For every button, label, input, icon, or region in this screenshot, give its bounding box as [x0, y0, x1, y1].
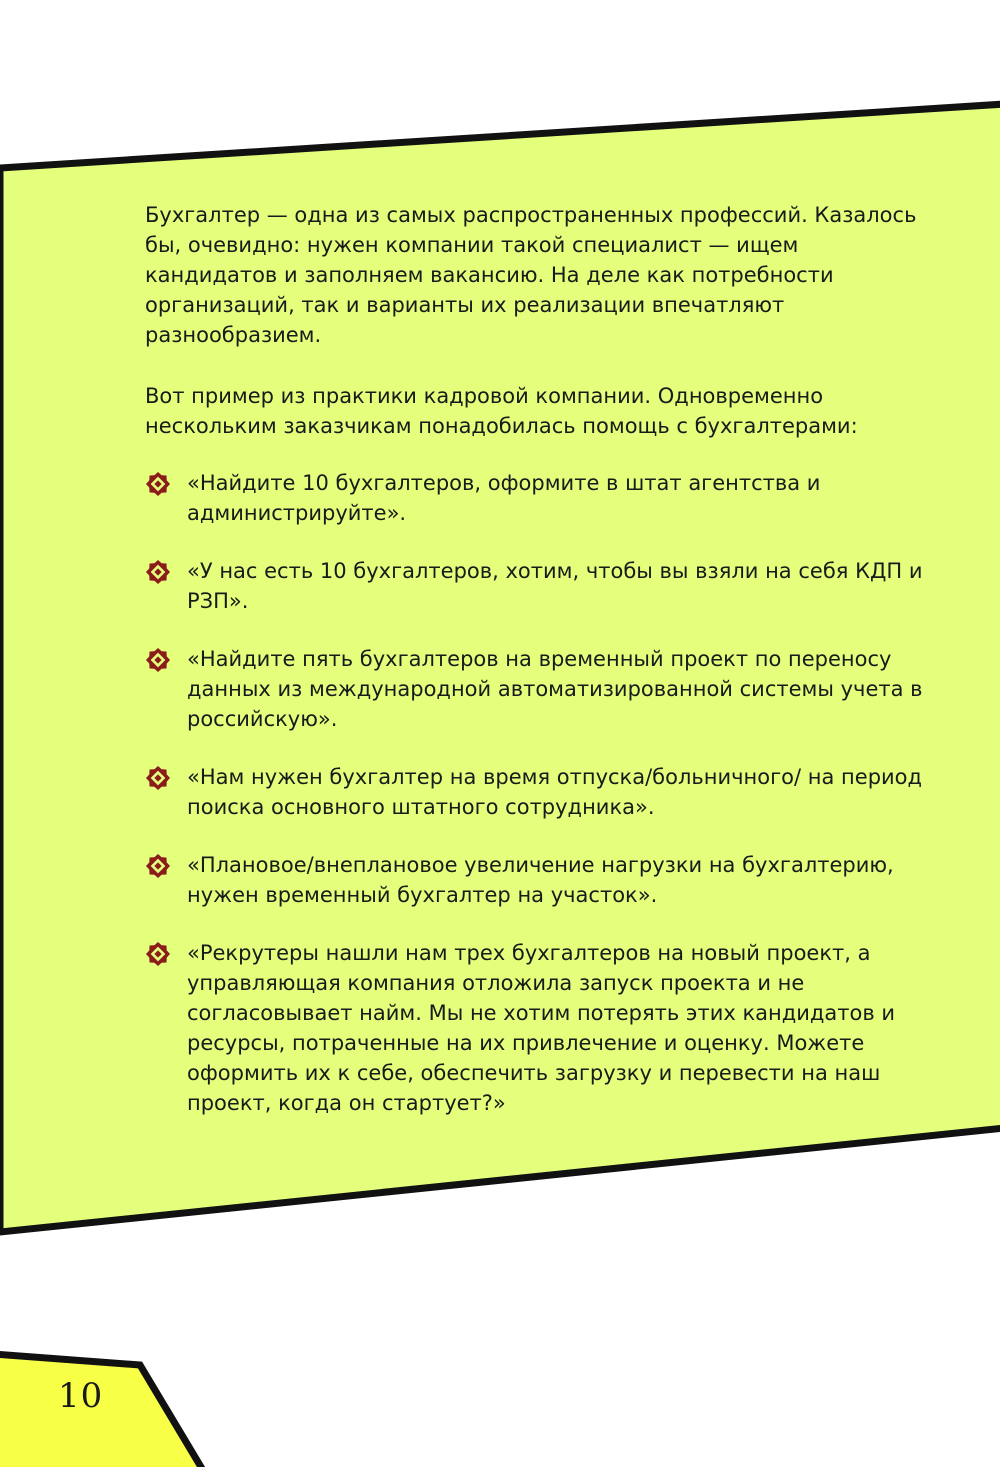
intro-paragraph: Бухгалтер — одна из самых распространенных профессий. Казалось бы, очевидно: нужен компании такой специалист — ищем кандидатов и заполняем вакансию. На деле как потребности организаций, так и варианты их реализации впечатляют разнообразием. — [145, 203, 917, 347]
knot-ornament-icon — [145, 471, 171, 497]
knot-ornament-icon — [145, 647, 171, 673]
list-item — [145, 762, 925, 822]
knot-ornament-icon — [145, 941, 171, 967]
list-item-text: «Найдите 10 бухгалтеров, оформите в штат агентства и администрируйте». — [187, 471, 821, 525]
list-item-text: «Рекрутеры нашли нам трех бухгалтеров на новый проект, а управляющая компания отложила запуск проекта и не согласовывает найм. Мы не хотим потерять этих кандидатов и ресурсы, потраченные на их привлечение и оценку. Можете оформить их к себе, обеспечить загрузку и перевести на наш проект, когда он стартует?» — [187, 941, 896, 1115]
page-number: 10 — [58, 1376, 104, 1416]
knot-ornament-icon — [145, 853, 171, 879]
list-item-text: «Нам нужен бухгалтер на время отпуска/больничного/ на период поиска основного штатного сотрудника». — [187, 765, 923, 819]
list-item — [145, 556, 925, 616]
list-item-text: «У нас есть 10 бухгалтеров, хотим, чтобы вы взяли на себя КДП и РЗП». — [187, 559, 923, 613]
knot-ornament-icon — [145, 765, 171, 791]
example-intro-paragraph: Вот пример из практики кадровой компании. Одновременно нескольким заказчикам понадобилась помощь с бухгалтерами: — [145, 384, 858, 438]
list-item — [145, 644, 925, 734]
list-item — [145, 938, 925, 1118]
body-text — [145, 200, 925, 1118]
list-item — [145, 850, 925, 910]
list-item — [145, 468, 925, 528]
request-list — [145, 468, 925, 1118]
list-item-text: «Найдите пять бухгалтеров на временный проект по переносу данных из международной автоматизированной системы учета в российскую». — [187, 647, 923, 731]
list-item-text: «Плановое/внеплановое увеличение нагрузки на бухгалтерию, нужен временный бухгалтер на участок». — [187, 853, 894, 907]
knot-ornament-icon — [145, 559, 171, 585]
